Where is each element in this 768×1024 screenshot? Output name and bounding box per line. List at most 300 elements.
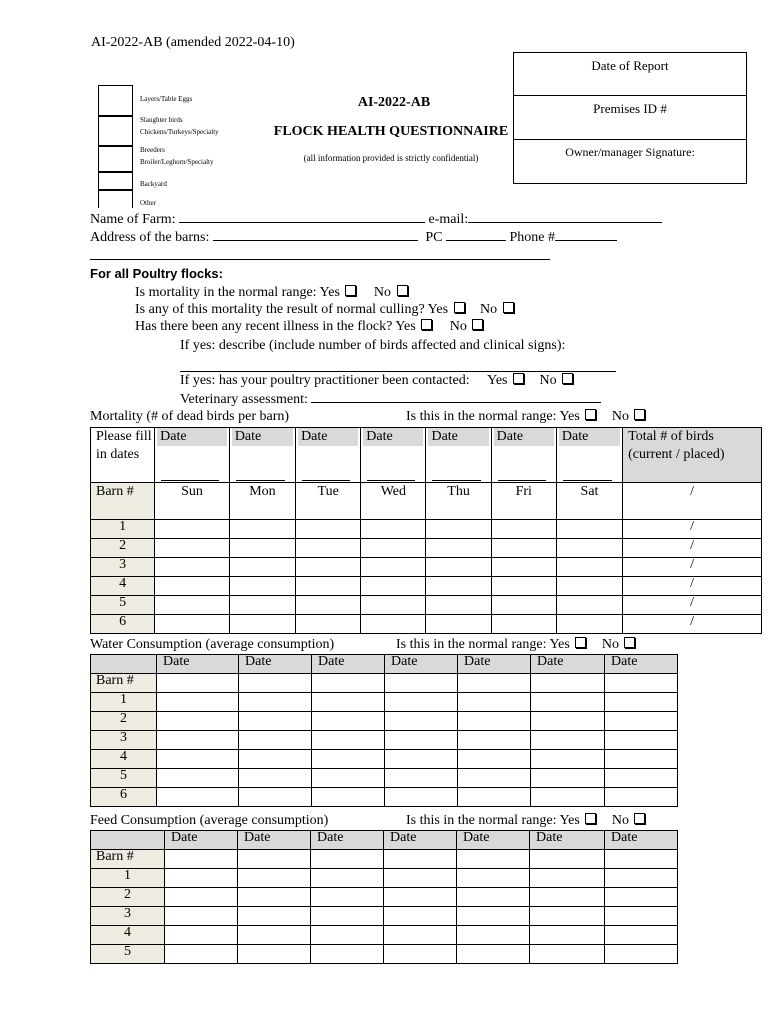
cell[interactable]: [556, 577, 622, 596]
cell[interactable]: [531, 788, 605, 807]
barn-number: 1: [91, 693, 157, 712]
date-cell[interactable]: [229, 428, 295, 483]
question-text: Is any of this mortality the result of normal culling? Yes: [135, 302, 449, 317]
cell[interactable]: [384, 888, 457, 907]
describe-input[interactable]: [180, 371, 616, 372]
cell[interactable]: [530, 869, 605, 888]
total-cell[interactable]: /: [623, 483, 762, 520]
barn-header: Barn #: [91, 674, 157, 693]
question-text: Is this in the normal range: Yes: [406, 409, 580, 424]
cell[interactable]: [239, 674, 312, 693]
cell[interactable]: [311, 888, 384, 907]
cell[interactable]: [426, 558, 491, 577]
barn-number: 1: [91, 869, 165, 888]
signature-label: Owner/manager Signature:: [565, 145, 695, 159]
no-label: No: [601, 637, 619, 652]
date-cell[interactable]: [556, 428, 622, 483]
barn-number: 5: [91, 769, 157, 788]
question-illness: [135, 319, 483, 335]
cell[interactable]: [157, 769, 239, 788]
cell[interactable]: [229, 539, 295, 558]
cell[interactable]: [229, 558, 295, 577]
date-header[interactable]: Date: [238, 831, 311, 850]
cell[interactable]: [229, 615, 295, 634]
farm-name-label: Name of Farm:: [90, 212, 176, 227]
vet-assessment-input[interactable]: [311, 390, 601, 403]
cell[interactable]: [385, 731, 458, 750]
question-text: Is this in the normal range: Yes: [396, 637, 570, 652]
cell[interactable]: [458, 712, 531, 731]
category-label: Slaughter birds: [140, 116, 183, 124]
date-header[interactable]: Date: [165, 831, 238, 850]
signature-field[interactable]: [514, 140, 746, 183]
no-checkbox[interactable]: [397, 285, 408, 296]
water-title: Water Consumption (average consumption): [90, 637, 335, 652]
cell[interactable]: [312, 731, 385, 750]
cell[interactable]: [296, 539, 361, 558]
table-row: [91, 596, 762, 615]
cell[interactable]: [531, 731, 605, 750]
cell[interactable]: [239, 731, 312, 750]
date-header[interactable]: Date: [385, 655, 458, 674]
mortality-title: Mortality (# of dead birds per barn): [90, 409, 290, 424]
date-header[interactable]: Date: [530, 831, 605, 850]
cell[interactable]: [229, 577, 295, 596]
cell[interactable]: [239, 788, 312, 807]
cell[interactable]: [458, 750, 531, 769]
cell[interactable]: [605, 945, 678, 964]
feed-header-row: [91, 831, 678, 850]
cell[interactable]: [312, 769, 385, 788]
date-of-report-field[interactable]: [514, 53, 746, 96]
date-label: Date: [157, 428, 227, 446]
cell[interactable]: [530, 888, 605, 907]
cell[interactable]: [157, 788, 239, 807]
cell[interactable]: [361, 577, 426, 596]
cell[interactable]: [165, 907, 238, 926]
cell[interactable]: [385, 674, 458, 693]
cell[interactable]: [361, 615, 426, 634]
cell[interactable]: [458, 693, 531, 712]
category-label: Backyard: [140, 180, 167, 188]
date-header[interactable]: Date: [605, 831, 678, 850]
category-label: Broiler/Leghorn/Specialty: [140, 158, 214, 166]
cell[interactable]: [238, 945, 311, 964]
question-text: Is mortality in the normal range: Yes: [135, 285, 340, 300]
barn-number: 6: [91, 788, 157, 807]
cell[interactable]: [239, 750, 312, 769]
cell[interactable]: [155, 539, 230, 558]
water-header-row: [91, 655, 678, 674]
table-row: [91, 693, 678, 712]
cell[interactable]: [556, 539, 622, 558]
table-row: [91, 907, 678, 926]
yes-label: Yes: [487, 373, 508, 388]
date-cell[interactable]: [491, 428, 556, 483]
cell[interactable]: [385, 693, 458, 712]
yes-checkbox[interactable]: [454, 302, 465, 313]
total-cell[interactable]: /: [623, 539, 762, 558]
barn-number: 2: [91, 712, 157, 731]
mortality-table: [90, 427, 762, 634]
table-row: [91, 615, 762, 634]
cell[interactable]: [457, 945, 530, 964]
cell[interactable]: [426, 520, 491, 539]
cell[interactable]: [457, 850, 530, 869]
cell[interactable]: [605, 731, 678, 750]
address-label: Address of the barns:: [90, 230, 210, 245]
question-text: If yes: has your poultry practitioner been contacted:: [180, 373, 470, 388]
cell[interactable]: [157, 674, 239, 693]
cell[interactable]: [155, 615, 230, 634]
cell[interactable]: [458, 788, 531, 807]
cell[interactable]: [385, 788, 458, 807]
table-row: [91, 769, 678, 788]
pc-input[interactable]: [446, 227, 506, 241]
category-checkbox[interactable]: [98, 115, 133, 147]
yes-checkbox[interactable]: [585, 409, 596, 420]
cell[interactable]: [458, 769, 531, 788]
cell[interactable]: [239, 769, 312, 788]
confidential-note: (all information provided is strictly confidential): [303, 153, 479, 163]
cell[interactable]: [426, 596, 491, 615]
date-header[interactable]: Date: [605, 655, 678, 674]
cell[interactable]: [165, 869, 238, 888]
cell[interactable]: [556, 596, 622, 615]
no-checkbox[interactable]: [472, 319, 483, 330]
corner-cell: [91, 831, 165, 850]
barn-number: 4: [91, 577, 155, 596]
cell[interactable]: [605, 869, 678, 888]
cell[interactable]: [530, 850, 605, 869]
total-cell[interactable]: /: [623, 577, 762, 596]
cell[interactable]: [605, 693, 678, 712]
cell[interactable]: [312, 674, 385, 693]
cell[interactable]: [384, 869, 457, 888]
table-row: [91, 888, 678, 907]
category-label: Other: [140, 199, 156, 207]
date-header[interactable]: Date: [157, 655, 239, 674]
table-row: [91, 558, 762, 577]
no-checkbox[interactable]: [624, 637, 635, 648]
cell[interactable]: [385, 712, 458, 731]
yes-checkbox[interactable]: [585, 813, 596, 824]
email-label: e-mail:: [428, 212, 469, 227]
address-row: [90, 227, 617, 246]
category-checkbox[interactable]: [98, 85, 133, 117]
cell[interactable]: [312, 788, 385, 807]
barn-header: Barn #: [91, 850, 165, 869]
cell[interactable]: [296, 615, 361, 634]
table-row: [91, 850, 678, 869]
practitioner-question: [180, 373, 573, 389]
phone-input[interactable]: [555, 227, 617, 241]
farm-name-row: [90, 209, 662, 228]
cell[interactable]: [426, 577, 491, 596]
no-label: No: [373, 285, 392, 300]
date-of-report-label: Date of Report: [591, 58, 669, 73]
cell[interactable]: [311, 869, 384, 888]
cell[interactable]: [426, 615, 491, 634]
cell[interactable]: [238, 869, 311, 888]
cell[interactable]: [426, 539, 491, 558]
table-row: [91, 731, 678, 750]
day-header: Sat: [556, 483, 622, 520]
barn-header: Barn #: [91, 483, 155, 520]
corner-cell: [91, 655, 157, 674]
cell[interactable]: [556, 520, 622, 539]
cell[interactable]: [165, 926, 238, 945]
cell[interactable]: [531, 750, 605, 769]
cell[interactable]: [384, 945, 457, 964]
total-cell[interactable]: /: [623, 520, 762, 539]
date-cell[interactable]: [361, 428, 426, 483]
yes-checkbox[interactable]: [513, 373, 524, 384]
pc-label: PC: [425, 230, 443, 245]
date-cell[interactable]: [296, 428, 361, 483]
feed-title: Feed Consumption (average consumption): [90, 813, 329, 828]
table-row: [91, 577, 762, 596]
no-checkbox[interactable]: [503, 302, 514, 313]
cell[interactable]: [311, 926, 384, 945]
date-label: Date: [363, 428, 423, 446]
feed-range-question: [406, 813, 645, 829]
yes-checkbox[interactable]: [421, 319, 432, 330]
category-label: Chickens/Turkeys/Specialty: [140, 128, 219, 136]
category-checkbox[interactable]: [98, 145, 133, 173]
cell[interactable]: [312, 750, 385, 769]
cell[interactable]: [311, 850, 384, 869]
date-header[interactable]: Date: [311, 831, 384, 850]
cell[interactable]: [605, 926, 678, 945]
date-cell[interactable]: [155, 428, 230, 483]
date-label: Date: [428, 428, 488, 446]
cell[interactable]: [229, 520, 295, 539]
day-header: Fri: [491, 483, 556, 520]
cell[interactable]: [530, 926, 605, 945]
total-birds-header: Total # of birds (current / placed): [623, 428, 762, 483]
date-label: Date: [559, 428, 620, 446]
cell[interactable]: [457, 869, 530, 888]
cell[interactable]: [238, 888, 311, 907]
total-cell[interactable]: /: [623, 596, 762, 615]
fill-dates-label: Please fill in dates: [91, 428, 155, 483]
cell[interactable]: [605, 769, 678, 788]
total-cell[interactable]: /: [623, 558, 762, 577]
day-header: Wed: [361, 483, 426, 520]
day-header: Thu: [426, 483, 491, 520]
cell[interactable]: [556, 615, 622, 634]
cell[interactable]: [384, 926, 457, 945]
cell[interactable]: [165, 945, 238, 964]
no-label: No: [539, 373, 557, 388]
cell[interactable]: [385, 769, 458, 788]
table-row: [91, 788, 678, 807]
date-header[interactable]: Date: [531, 655, 605, 674]
cell[interactable]: [605, 850, 678, 869]
cell[interactable]: [385, 750, 458, 769]
address-continuation-line[interactable]: [90, 259, 550, 260]
table-row: [91, 539, 762, 558]
table-row: [91, 926, 678, 945]
table-row: [91, 712, 678, 731]
cell[interactable]: [296, 558, 361, 577]
barn-number: 2: [91, 539, 155, 558]
cell[interactable]: [165, 888, 238, 907]
cell[interactable]: [491, 577, 556, 596]
describe-prompt: If yes: describe (include number of birds affected and clinical signs):: [180, 338, 566, 353]
barn-number: 2: [91, 888, 165, 907]
cell[interactable]: [457, 907, 530, 926]
premises-id-label: Premises ID #: [593, 101, 667, 116]
form-code-title: AI-2022-AB: [357, 95, 431, 110]
barn-number: 6: [91, 615, 155, 634]
table-row: [91, 750, 678, 769]
total-cell[interactable]: /: [623, 615, 762, 634]
date-header[interactable]: Date: [458, 655, 531, 674]
cell[interactable]: [530, 907, 605, 926]
barn-number: 5: [91, 945, 165, 964]
mortality-day-row: [91, 483, 762, 520]
cell[interactable]: [531, 712, 605, 731]
no-checkbox[interactable]: [634, 813, 645, 824]
table-row: [91, 869, 678, 888]
day-header: Mon: [229, 483, 295, 520]
day-header: Sun: [155, 483, 230, 520]
barn-number: 3: [91, 558, 155, 577]
cell[interactable]: [311, 907, 384, 926]
cell[interactable]: [458, 731, 531, 750]
cell[interactable]: [491, 520, 556, 539]
table-row: [91, 945, 678, 964]
date-cell[interactable]: [426, 428, 491, 483]
cell[interactable]: [312, 693, 385, 712]
cell[interactable]: [491, 596, 556, 615]
cell[interactable]: [239, 712, 312, 731]
cell[interactable]: [605, 788, 678, 807]
category-checkbox[interactable]: [98, 189, 133, 208]
cell[interactable]: [157, 750, 239, 769]
cell[interactable]: [155, 558, 230, 577]
cell[interactable]: [157, 693, 239, 712]
cell[interactable]: [361, 596, 426, 615]
cell[interactable]: [155, 596, 230, 615]
date-label: Date: [232, 428, 293, 446]
cell[interactable]: [155, 577, 230, 596]
cell[interactable]: [155, 520, 230, 539]
cell[interactable]: [296, 596, 361, 615]
cell[interactable]: [361, 520, 426, 539]
mortality-range-question: [406, 409, 645, 425]
date-header[interactable]: Date: [384, 831, 457, 850]
cell[interactable]: [361, 558, 426, 577]
cell[interactable]: [239, 693, 312, 712]
no-label: No: [611, 409, 629, 424]
date-header[interactable]: Date: [457, 831, 530, 850]
cell[interactable]: [605, 674, 678, 693]
cell[interactable]: [530, 945, 605, 964]
no-label: No: [449, 319, 467, 334]
cell[interactable]: [605, 888, 678, 907]
question-text: Is this in the normal range: Yes: [406, 813, 580, 828]
cell[interactable]: [457, 926, 530, 945]
cell[interactable]: [165, 850, 238, 869]
cell[interactable]: [556, 558, 622, 577]
water-table: [90, 654, 678, 807]
cell[interactable]: [605, 907, 678, 926]
barn-number: 4: [91, 750, 157, 769]
cell[interactable]: [229, 596, 295, 615]
vet-assessment-label: Veterinary assessment:: [180, 392, 308, 407]
yes-checkbox[interactable]: [345, 285, 356, 296]
barn-number: 4: [91, 926, 165, 945]
question-text: Has there been any recent illness in the flock? Yes: [135, 319, 416, 334]
cell[interactable]: [605, 750, 678, 769]
cell[interactable]: [384, 850, 457, 869]
cell[interactable]: [531, 693, 605, 712]
cell[interactable]: [238, 926, 311, 945]
cell[interactable]: [458, 674, 531, 693]
yes-checkbox[interactable]: [575, 637, 586, 648]
no-label: No: [611, 813, 629, 828]
vet-assessment-row: [180, 390, 601, 408]
mortality-date-row: [91, 428, 762, 483]
cell[interactable]: [531, 674, 605, 693]
document-reference: AI-2022-AB (amended 2022-04-10): [91, 35, 295, 50]
cell[interactable]: [457, 888, 530, 907]
cell[interactable]: [296, 577, 361, 596]
barn-number: 5: [91, 596, 155, 615]
date-label: Date: [494, 428, 554, 446]
category-checkbox[interactable]: [98, 171, 133, 191]
no-checkbox[interactable]: [562, 373, 573, 384]
barn-number: 3: [91, 907, 165, 926]
cell[interactable]: [296, 520, 361, 539]
date-header[interactable]: Date: [239, 655, 312, 674]
premises-id-field[interactable]: [514, 96, 746, 140]
farm-name-input[interactable]: [179, 209, 425, 223]
no-checkbox[interactable]: [634, 409, 645, 420]
question-mortality-range: [135, 285, 408, 301]
date-header[interactable]: Date: [312, 655, 385, 674]
cell[interactable]: [491, 539, 556, 558]
question-culling: [135, 302, 514, 318]
cell[interactable]: [157, 731, 239, 750]
cell[interactable]: [311, 945, 384, 964]
address-input[interactable]: [213, 227, 418, 241]
date-label: Date: [298, 428, 358, 446]
cell[interactable]: [491, 558, 556, 577]
no-label: No: [480, 302, 498, 317]
cell[interactable]: [238, 850, 311, 869]
cell[interactable]: [361, 539, 426, 558]
cell[interactable]: [531, 769, 605, 788]
cell[interactable]: [157, 712, 239, 731]
cell[interactable]: [491, 615, 556, 634]
table-row: [91, 674, 678, 693]
cell[interactable]: [605, 712, 678, 731]
cell[interactable]: [238, 907, 311, 926]
cell[interactable]: [384, 907, 457, 926]
email-input[interactable]: [468, 209, 662, 223]
cell[interactable]: [312, 712, 385, 731]
phone-label: Phone #: [509, 230, 555, 245]
table-row: [91, 520, 762, 539]
category-label: Breeders: [140, 146, 165, 154]
barn-number: 3: [91, 731, 157, 750]
water-range-question: [396, 637, 635, 653]
day-header: Tue: [296, 483, 361, 520]
